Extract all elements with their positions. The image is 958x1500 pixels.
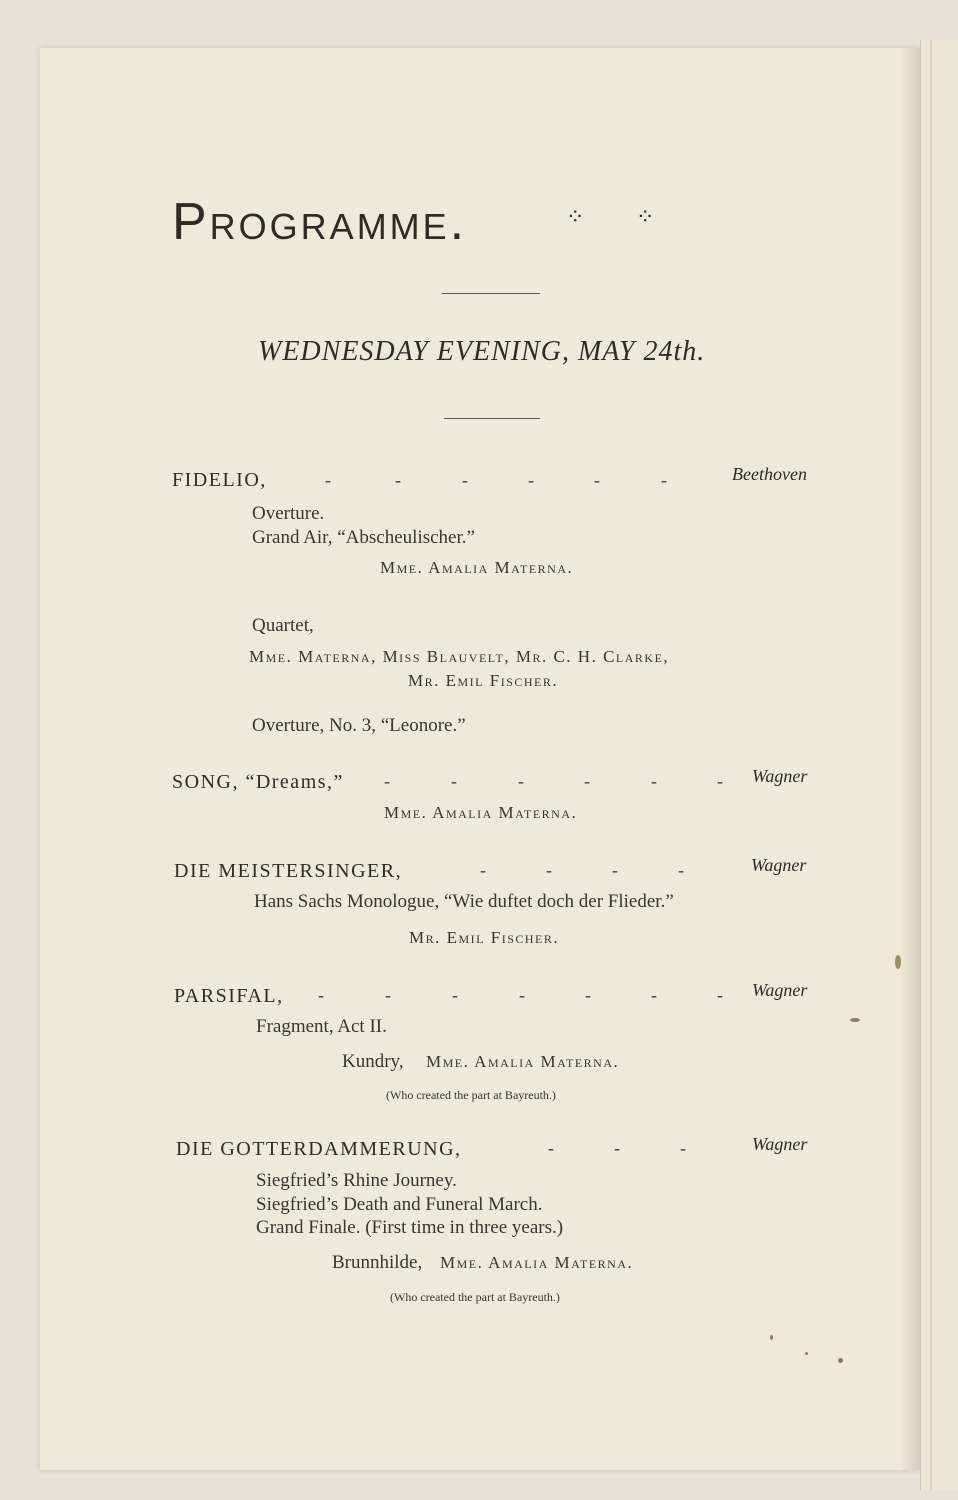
composer-name: Wagner [752, 766, 808, 786]
leader-dash: - [651, 985, 657, 1005]
programme-item: Fragment, Act II. [256, 1016, 387, 1037]
leader-dash: - [480, 860, 486, 880]
leader-dash: - [325, 470, 331, 490]
performer-name: Mme. Materna, Miss Blauvelt, Mr. C. H. Clarke, [249, 647, 670, 666]
programme-item: Hans Sachs Monologue, “Wie duftet doch der Flieder.” [254, 891, 674, 912]
leader-dash: - [451, 771, 457, 791]
composer-name: Wagner [751, 855, 807, 875]
paper-speck [770, 1335, 773, 1340]
leader-dash: - [614, 1138, 620, 1158]
leader-dash: - [585, 985, 591, 1005]
leader-dash: - [594, 470, 600, 490]
title-divider [442, 293, 540, 294]
programme-date: WEDNESDAY EVENING, MAY 24th. [258, 336, 706, 367]
programme-item: Overture, No. 3, “Leonore.” [252, 715, 466, 736]
leader-dash: - [612, 860, 618, 880]
facing-page-inner-edge [930, 40, 932, 1490]
leader-dash: - [680, 1138, 686, 1158]
performer-name: Mme. Amalia Materna. [440, 1253, 634, 1272]
work-title-meistersinger: DIE MEISTERSINGER, [174, 860, 403, 882]
facing-page-edge [920, 40, 958, 1490]
programme-item: Siegfried’s Rhine Journey. [256, 1170, 457, 1191]
composer-name: Wagner [752, 980, 808, 1000]
leader-dash: - [452, 985, 458, 1005]
leader-dash: - [651, 771, 657, 791]
ornament-icon: ⁘ [566, 204, 585, 229]
leader-dash: - [462, 470, 468, 490]
page-fold-shadow [900, 48, 920, 1470]
ornament-icon: ⁘ [636, 204, 655, 229]
programme-item: Overture. [252, 503, 325, 524]
performer-name: Mme. Amalia Materna. [426, 1052, 620, 1071]
work-title-gotterdammerung: DIE GOTTERDAMMERUNG, [176, 1138, 462, 1160]
composer-name: Beethoven [732, 464, 807, 484]
performance-note: (Who created the part at Bayreuth.) [390, 1290, 560, 1304]
leader-dash: - [584, 771, 590, 791]
leader-dash: - [548, 1138, 554, 1158]
performance-note: (Who created the part at Bayreuth.) [386, 1088, 556, 1102]
paper-stain [895, 955, 901, 969]
leader-dash: - [384, 771, 390, 791]
performer-name: Mr. Emil Fischer. [409, 928, 560, 947]
paper-speck [838, 1358, 843, 1363]
programme-item: Grand Air, “Abscheulischer.” [252, 527, 475, 548]
composer-name: Wagner [752, 1134, 808, 1154]
leader-dash: - [717, 771, 723, 791]
programme-item: Siegfried’s Death and Funeral March. [256, 1194, 543, 1215]
leader-dash: - [661, 470, 667, 490]
leader-dash: - [518, 771, 524, 791]
role-name: Brunnhilde, [332, 1252, 423, 1273]
leader-dash: - [546, 860, 552, 880]
performer-name: Mr. Emil Fischer. [408, 671, 559, 690]
leader-dash: - [385, 985, 391, 1005]
leader-dash: - [717, 985, 723, 1005]
work-title-song: SONG, “Dreams,” [172, 771, 344, 793]
work-title-parsifal: PARSIFAL, [174, 985, 284, 1007]
work-title-fidelio: FIDELIO, [172, 469, 267, 491]
subtitle-divider [444, 418, 540, 419]
programme-item: Grand Finale. (First time in three years.) [256, 1217, 564, 1238]
programme-item: Quartet, [252, 615, 314, 636]
paper-speck [805, 1352, 808, 1355]
leader-dash: - [678, 860, 684, 880]
leader-dash: - [519, 985, 525, 1005]
page-title: Programme. [172, 193, 468, 251]
performer-name: Mme. Amalia Materna. [384, 803, 578, 822]
leader-dash: - [318, 985, 324, 1005]
leader-dash: - [395, 470, 401, 490]
leader-dash: - [528, 470, 534, 490]
paper-stain [850, 1018, 860, 1022]
role-name: Kundry, [342, 1051, 404, 1072]
performer-name: Mme. Amalia Materna. [380, 558, 574, 577]
